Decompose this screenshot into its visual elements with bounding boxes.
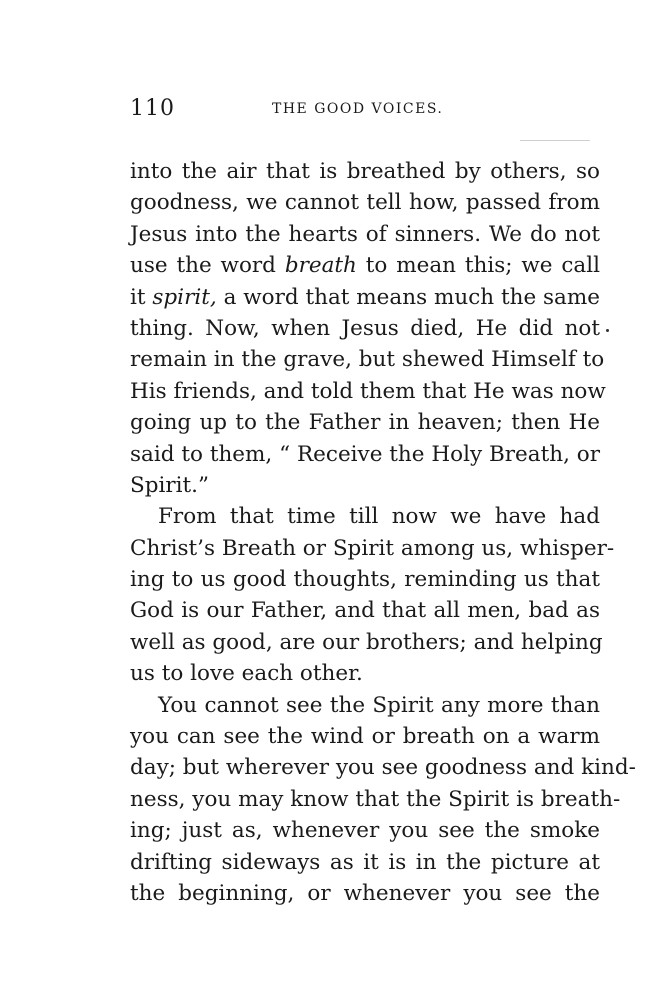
text-line: You cannot see the Spirit any more than [158, 692, 600, 718]
text-line: Christ’s Breath or Spirit among us, whisper- [130, 535, 615, 561]
text-line: day; but wherever you see goodness and kind- [130, 755, 636, 781]
header-rule [520, 140, 590, 141]
text-line: ness, you may know that the Spirit is breath- [130, 786, 621, 812]
text-line: ing to us good thoughts, reminding us that [130, 567, 600, 593]
text-line: going up to the Father in heaven; then He [130, 410, 600, 436]
margin-speck [606, 329, 609, 332]
text-line: thing. Now, when Jesus died, He did not [130, 315, 600, 341]
text-line: Jesus into the hearts of sinners. We do not [130, 221, 600, 247]
running-head: THE GOOD VOICES. [272, 101, 444, 117]
text-line: His friends, and told them that He was now [130, 378, 606, 404]
text-line: ing; just as, whenever you see the smoke [130, 818, 600, 844]
text-line: into the air that is breathed by others, so [130, 159, 600, 184]
text-line: well as good, are our brothers; and helping [130, 629, 603, 655]
text-line: you can see the wind or breath on a warm [130, 724, 600, 750]
body-text [130, 156, 636, 909]
text-line: Spirit.” [130, 472, 209, 498]
page-header [130, 96, 600, 126]
text-line: From that time till now we have had [158, 504, 600, 530]
text-line: it spirit, a word that means much the same [130, 284, 600, 310]
text-line: drifting sideways as it is in the picture at [130, 849, 600, 875]
text-line: goodness, we cannot tell how, passed from [130, 190, 600, 216]
text-line: said to them, “ Receive the Holy Breath, or [130, 441, 600, 467]
page-number: 110 [130, 96, 175, 121]
text-line: God is our Father, and that all men, bad as [130, 598, 600, 624]
text-line: the beginning, or whenever you see the [130, 880, 600, 906]
text-line: remain in the grave, but shewed Himself to [130, 347, 605, 373]
text-line: us to love each other. [130, 661, 363, 687]
text-line: use the word breath to mean this; we call [130, 253, 600, 279]
